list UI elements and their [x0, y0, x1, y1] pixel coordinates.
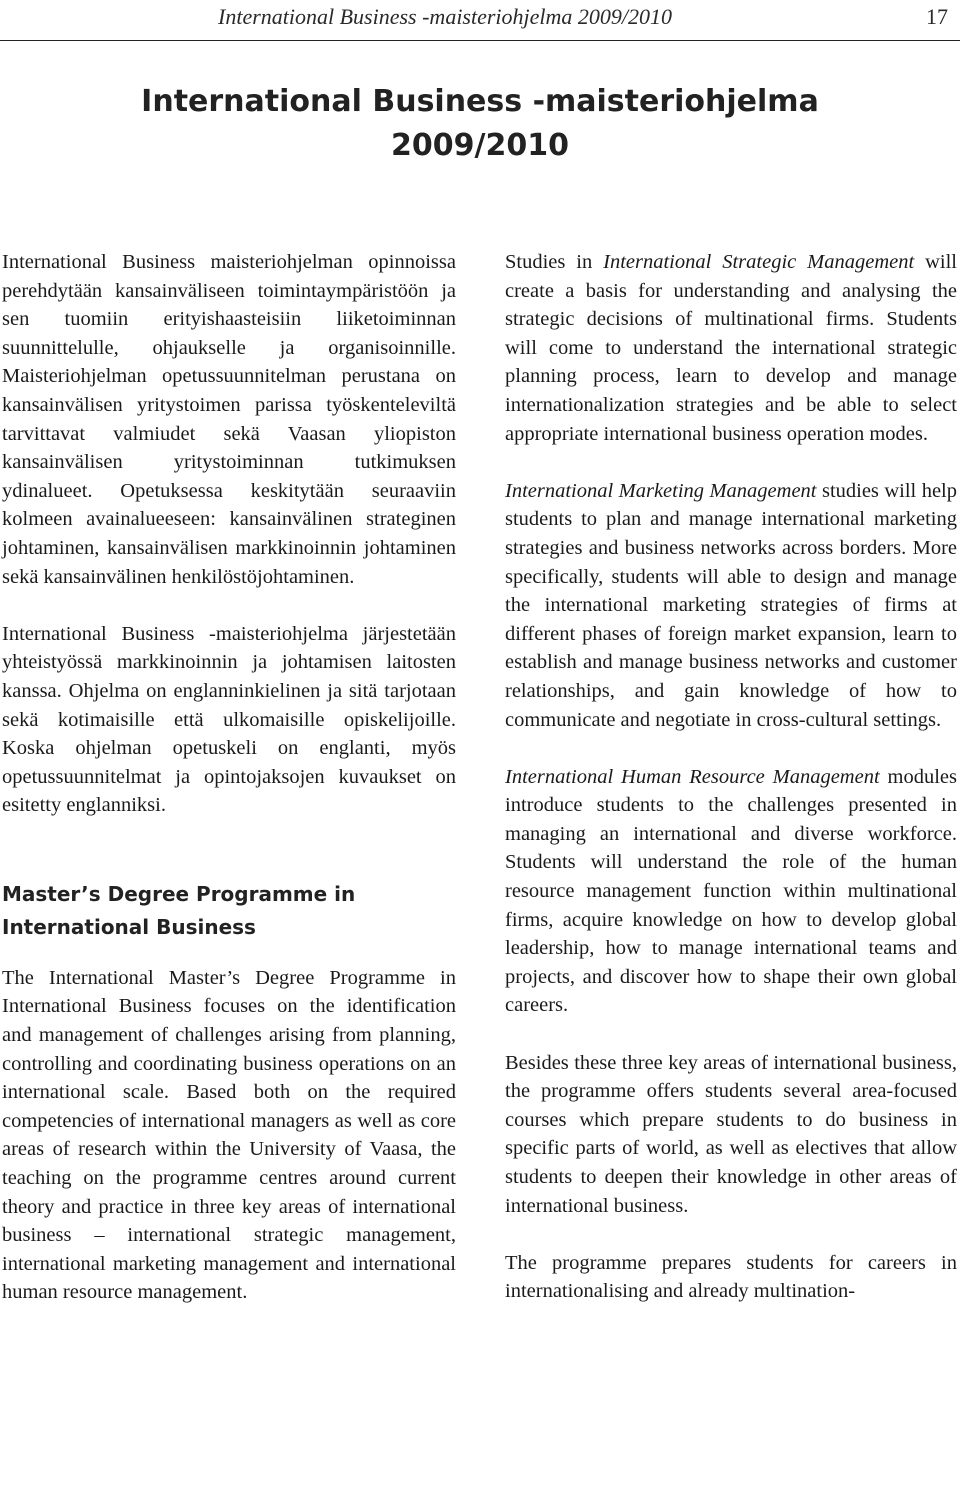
- section-heading: [2, 878, 456, 944]
- section-heading-line-2: International Business: [2, 914, 256, 939]
- hr-management-term: International Human Resource Management: [505, 765, 880, 788]
- right-column: [505, 248, 957, 1335]
- strategic-management-paragraph: [505, 248, 957, 448]
- strategic-management-text: will create a basis for understanding and analysing the strategic decisions of multinational firms. Students will come to understand the international strategic planning process, learn to develop and manage internationalization strategies and be able to select appropriate international business operation modes.: [505, 251, 957, 445]
- marketing-management-text: studies will help students to plan and manage international marketing strategies and business networks across borders. More specifically, students will able to design and manage the international marketing strategies of firms at different phases of foreign market expansion, learn to establish and manage business networks and customer relationships, and gain knowledge of how to communicate and negotiate in cross-cultural settings.: [505, 479, 957, 731]
- page-number: 17: [926, 4, 948, 29]
- area-courses-paragraph: Besides these three key areas of international business, the programme offers students several area-focused courses which prepare students to do business in specific parts of world, as well as electives that allow students to deepen their knowledge in other areas of international business.: [505, 1051, 957, 1217]
- page-title-line-2: 2009/2010: [391, 128, 569, 163]
- finnish-organisation-paragraph: International Business -maisteriohjelma järjestetään yhteistyössä markkinoinnin ja johtamisen laitosten kanssa. Ohjelma on englanninkielinen ja sitä tarjotaan sekä kotimaisille että ulkomaisille opiskelijoille. Koska ohjelman opetuskeli on englanti, myös opetussuunnitelmat ja opintojaksojen kuvaukset on esitetty englanniksi.: [2, 622, 456, 817]
- strategic-management-term: International Strategic Management: [603, 251, 915, 273]
- careers-paragraph: The programme prepares students for careers in internationalising and already multination-: [505, 1251, 957, 1303]
- hr-management-paragraph: [505, 763, 957, 1020]
- running-title: International Business -maisteriohjelma 2009/2010: [218, 4, 673, 29]
- running-header: [0, 0, 960, 41]
- marketing-management-term: International Marketing Management: [505, 479, 817, 502]
- page-title: [0, 80, 960, 168]
- left-column: [2, 248, 456, 1336]
- strategic-management-pre: Studies in: [505, 251, 604, 273]
- section-heading-line-1: Master’s Degree Programme in: [2, 881, 356, 906]
- page-title-line-1: International Business -maisteriohjelma: [141, 84, 819, 119]
- programme-overview-paragraph: The International Master’s Degree Programme in International Business focuses on the identification and management of challenges arising from planning, controlling and coordinating business operations on an international scale. Based both on the required competencies of international managers as well as core areas of research within the University of Vaasa, the teaching on the programme centres around current theory and practice in three key areas of international business – international strategic management, international marketing management and international human resource management.: [2, 966, 456, 1304]
- marketing-management-paragraph: [505, 477, 957, 734]
- hr-management-text: modules introduce students to the challenges presented in managing an international and diverse workforce. Students will understand the role of the human resource management function within multinational firms, acquire knowledge on how to develop global leadership, how to manage international teams and projects, and discover how to shape their own global careers.: [505, 765, 957, 1017]
- finnish-intro-paragraph: International Business maisteriohjelman opinnoissa perehdytään kansainväliseen toimintaympäristöön ja sen tuomiin erityishaasteisiin liiketoiminnan suunnittelulle, ohjaukselle ja organisoinnille. Maisteriohjelman opetussuunnitelman perustana on kansainvälisen yritystoimen parissa työskenteleviltä tarvittavat valmiudet sekä Vaasan yliopiston kansainvälisen yritystoiminnan tutkimuksen ydinalueet. Opetuksessa keskitytään seuraaviin kolmeen avainalueeseen: kansainvälinen strateginen johtaminen, kansainvälisen markkinoinnin johtaminen sekä kansainvälinen henkilöstöjohtaminen.: [2, 251, 456, 588]
